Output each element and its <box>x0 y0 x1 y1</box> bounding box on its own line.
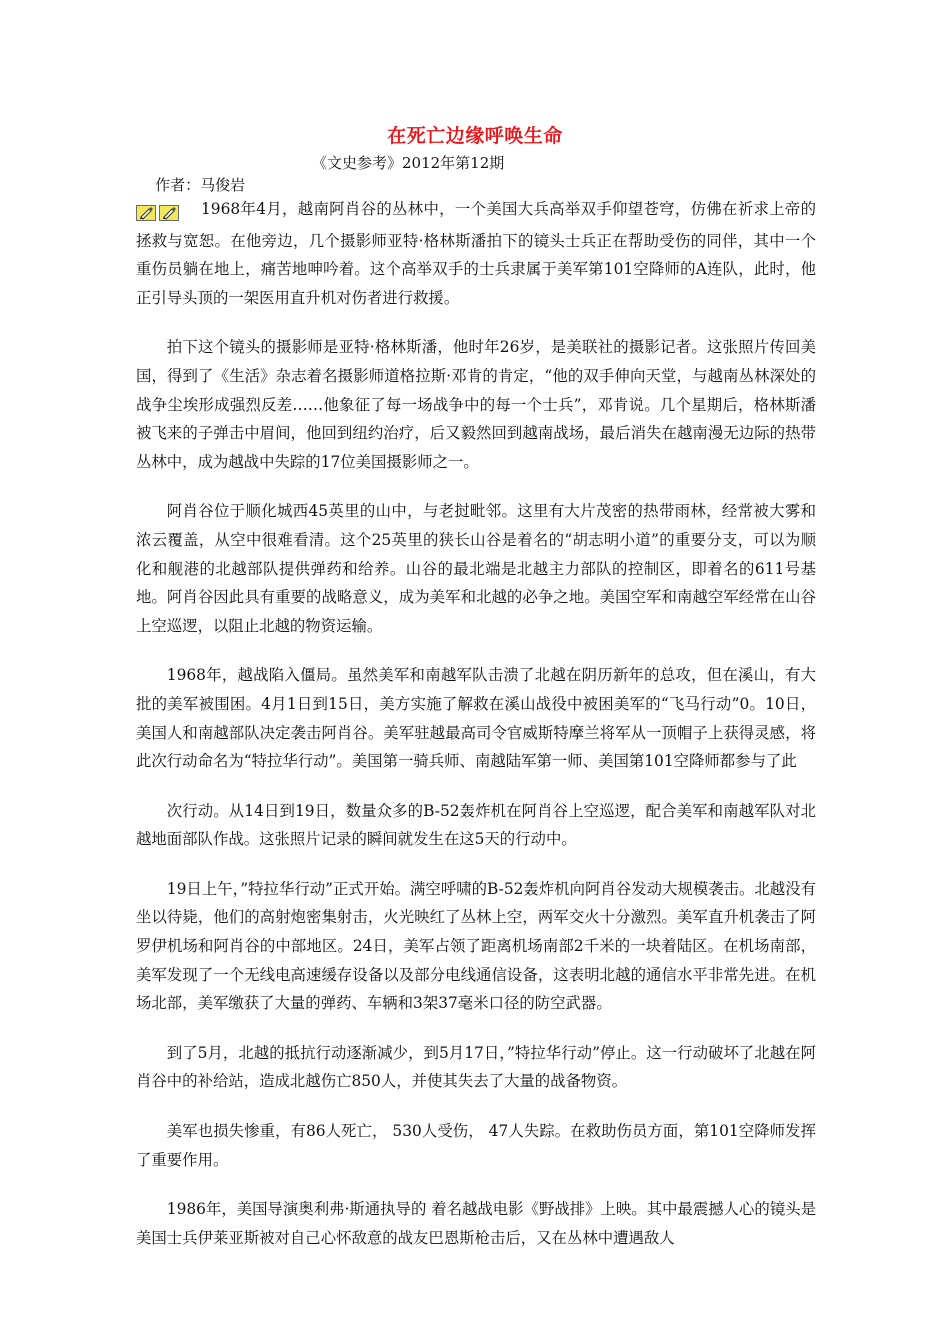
paragraph-1 <box>136 195 816 312</box>
edit-note-icon <box>136 205 156 221</box>
paragraph-1-text: 1968年4月，越南阿肖谷的丛林中，一个美国大兵高举双手仰望苍穹，仿佛在祈求上帝的拯救与宽恕。在他旁边，几个摄影师亚特·格林斯潘拍下的镜头士兵正在帮助受伤的同伴，其中一个重伤员躺在地上，痛苦地呻吟着。这个高举双手的士兵隶属于美军第101空降师的A连队，此时，他正引导头顶的一架医用直升机对伤者进行救援。 <box>136 200 816 307</box>
source-line: 《文史参考》2012年第12期 <box>312 154 505 172</box>
article-body <box>136 195 816 1273</box>
paragraph-8: 美军也损失惨重，有86人死亡， 530人受伤， 47人失踪。在救助伤员方面，第101空降师发挥了重要作用。 <box>136 1122 816 1169</box>
paragraph-2: 拍下这个镜头的摄影师是亚特·格林斯潘，他时年26岁，是美联社的摄影记者。这张照片传回美国，得到了《生活》杂志着名摄影师道格拉斯·邓肯的肯定，“他的双手伸向天堂，与越南丛林深处的战争尘埃形成强烈反差……他象征了每一场战争中的每一个士兵”，邓肯说。几个星期后，格林斯潘被飞来的子弹击中眉间，他回到纽约治疗，后又毅然回到越南战场，最后消失在越南漫无边际的热带丛林中，成为越战中失踪的17位美国摄影师之一。 <box>136 338 816 471</box>
paragraph-6: 19日上午，”特拉华行动”正式开始。满空呼啸的B-52轰炸机向阿肖谷发动大规模袭击。北越没有坐以待毙，他们的高射炮密集射击，火光映红了丛林上空，两军交火十分激烈。美军直升机袭击了阿罗伊机场和阿肖谷的中部地区。24日，美军占领了距离机场南部2千米的一块着陆区。在机场南部，美军发现了一个无线电高速缓存设备以及部分电线通信设备，这表明北越的通信水平非常先进。在机场北部，美军缴获了大量的弹药、车辆和3架37毫米口径的防空武器。 <box>136 879 816 1013</box>
paragraph-4: 1968年，越战陷入僵局。虽然美军和南越军队击溃了北越在阴历新年的总攻，但在溪山，有大批的美军被围困。4月1日到15日，美方实施了解救在溪山战役中被困美军的“飞马行动”0。10日，美国人和南越部队决定袭击阿肖谷。美军驻越最高司令官威斯特摩兰将军从一顶帽子上获得灵感，将此次行动命名为“特拉华行动”。美国第一骑兵师、南越陆军第一师、美国第101空降师都参与了此 <box>136 666 816 771</box>
edit-note-icon <box>159 205 179 221</box>
icon-group <box>136 198 179 227</box>
paragraph-9: 1986年，美国导演奥利弗·斯通执导的 着名越战电影《野战排》上映。其中最震撼人心的镜头是美国士兵伊莱亚斯被对自己心怀敌意的战友巴恩斯枪击后，又在丛林中遭遇敌人 <box>136 1200 816 1247</box>
author-line: 作者：马俊岩 <box>155 176 246 194</box>
paragraph-7: 到了5月，北越的抵抗行动逐渐减少，到5月17日，”特拉华行动”停止。这一行动破坏了北越在阿肖谷中的补给站，造成北越伤亡850人，并使其失去了大量的战备物资。 <box>136 1043 816 1091</box>
paragraph-3: 阿肖谷位于顺化城西45英里的山中，与老挝毗邻。这里有大片茂密的热带雨林，经常被大雾和浓云覆盖，从空中很难看清。这个25英里的狭长山谷是着名的“胡志明小道”的重要分支，可以为顺化和舰港的北越部队提供弹药和给养。山谷的最北端是北越主力部队的控制区，即着名的611号基地。阿肖谷因此具有重要的战略意义，成为美军和北越的必争之地。美国空军和南越空军经常在山谷上空巡逻，以阻止北越的物资运输。 <box>136 502 816 635</box>
paragraph-5: 次行动。从14日到19日，数量众多的B-52轰炸机在阿肖谷上空巡逻，配合美军和南越军队对北越地面部队作战。这张照片记录的瞬间就发生在这5天的行动中。 <box>136 801 816 849</box>
article-title: 在死亡边缘呼唤生命 <box>387 125 563 147</box>
